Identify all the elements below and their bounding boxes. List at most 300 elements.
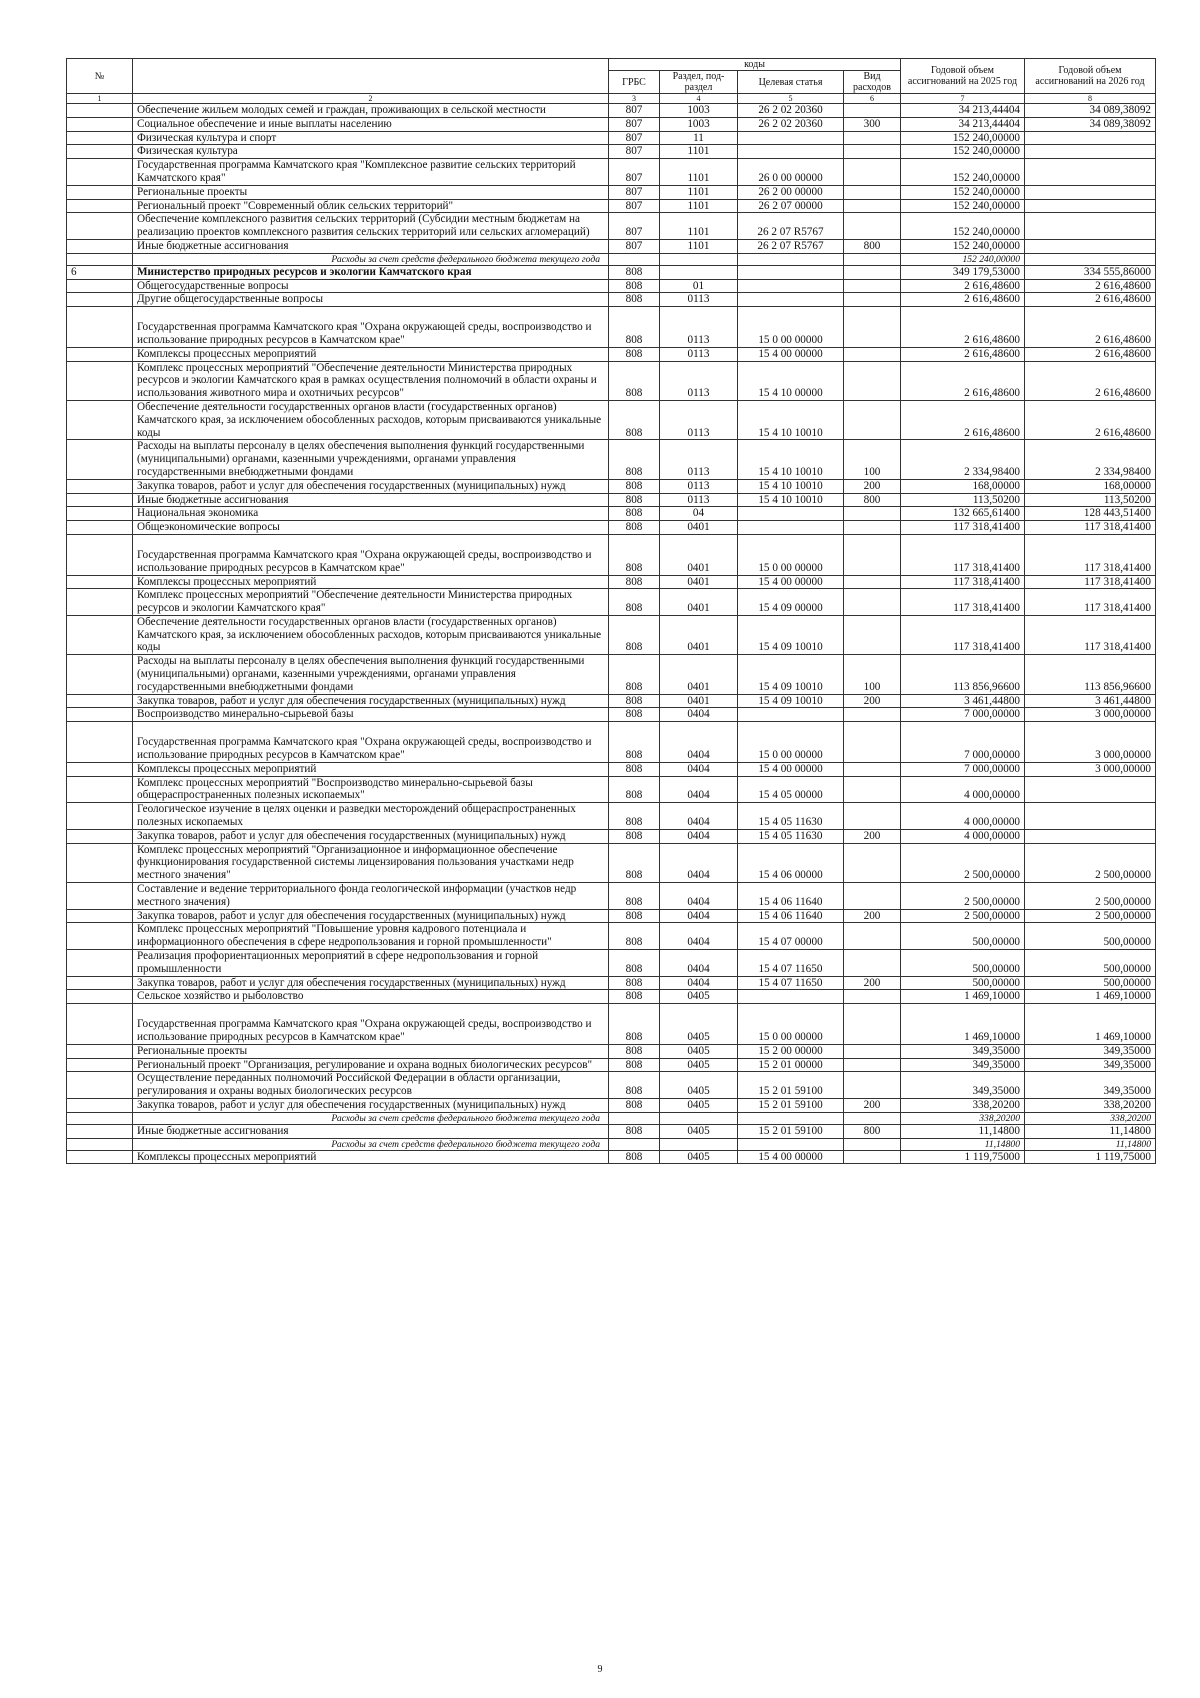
header-grbs: ГРБС bbox=[609, 71, 660, 94]
row-amount-2026 bbox=[1025, 239, 1156, 253]
table-row bbox=[67, 307, 1156, 348]
row-number bbox=[67, 279, 133, 293]
row-target-article: 15 4 00 00000 bbox=[738, 1150, 844, 1164]
table-row bbox=[67, 776, 1156, 803]
table-row bbox=[67, 534, 1156, 575]
page-number: 9 bbox=[597, 1664, 603, 1675]
row-target-article: 15 4 06 00000 bbox=[738, 843, 844, 882]
row-name: Воспроизводство минерально-сырьевой базы bbox=[133, 708, 609, 722]
row-number bbox=[67, 199, 133, 213]
row-expense-type bbox=[844, 843, 901, 882]
row-section: 0113 bbox=[660, 493, 738, 507]
row-name: Расходы за счет средств федерального бюджета текущего года bbox=[133, 253, 609, 265]
row-amount-2026: 2 500,00000 bbox=[1025, 883, 1156, 910]
row-amount-2026: 1 119,75000 bbox=[1025, 1150, 1156, 1164]
row-amount-2025: 152 240,00000 bbox=[901, 145, 1025, 159]
row-target-article: 15 4 00 00000 bbox=[738, 575, 844, 589]
row-expense-type bbox=[844, 131, 901, 145]
row-section: 1101 bbox=[660, 145, 738, 159]
table-header bbox=[67, 59, 1156, 104]
row-section: 0401 bbox=[660, 615, 738, 654]
row-section: 0401 bbox=[660, 534, 738, 575]
row-name: Расходы за счет средств федерального бюджета текущего года bbox=[133, 1112, 609, 1124]
row-amount-2026: 1 469,10000 bbox=[1025, 1004, 1156, 1045]
row-expense-type bbox=[844, 361, 901, 400]
row-amount-2026 bbox=[1025, 213, 1156, 240]
row-amount-2025: 11,14800 bbox=[901, 1124, 1025, 1138]
row-number bbox=[67, 950, 133, 977]
row-target-article: 15 4 10 10010 bbox=[738, 440, 844, 479]
row-number bbox=[67, 185, 133, 199]
row-name: Национальная экономика bbox=[133, 507, 609, 521]
row-expense-type bbox=[844, 990, 901, 1004]
row-name: Иные бюджетные ассигнования bbox=[133, 1124, 609, 1138]
row-target-article: 26 2 02 20360 bbox=[738, 104, 844, 118]
row-amount-2026: 117 318,41400 bbox=[1025, 575, 1156, 589]
row-number bbox=[67, 361, 133, 400]
row-target-article bbox=[738, 279, 844, 293]
row-amount-2026: 500,00000 bbox=[1025, 976, 1156, 990]
row-amount-2026: 334 555,86000 bbox=[1025, 265, 1156, 279]
row-grbs: 808 bbox=[609, 776, 660, 803]
row-expense-type bbox=[844, 104, 901, 118]
row-name: Расходы на выплаты персоналу в целях обеспечения выполнения функций государственными (муниципальными) органами, казенными учреждениями, органами управления государственными внебюджетными фондами bbox=[133, 440, 609, 479]
row-section: 0404 bbox=[660, 883, 738, 910]
colnum-2: 2 bbox=[133, 94, 609, 104]
row-expense-type bbox=[844, 923, 901, 950]
row-target-article: 15 2 01 59100 bbox=[738, 1072, 844, 1099]
row-expense-type bbox=[844, 1044, 901, 1058]
row-target-article: 15 0 00 00000 bbox=[738, 1004, 844, 1045]
row-amount-2026: 113,50200 bbox=[1025, 493, 1156, 507]
row-amount-2026 bbox=[1025, 829, 1156, 843]
header-name bbox=[133, 59, 609, 94]
row-expense-type bbox=[844, 950, 901, 977]
row-grbs: 808 bbox=[609, 479, 660, 493]
row-amount-2026 bbox=[1025, 185, 1156, 199]
row-number bbox=[67, 213, 133, 240]
row-amount-2025: 152 240,00000 bbox=[901, 213, 1025, 240]
row-section: 0405 bbox=[660, 1004, 738, 1045]
row-grbs: 807 bbox=[609, 131, 660, 145]
row-amount-2026: 500,00000 bbox=[1025, 923, 1156, 950]
row-target-article: 15 4 09 00000 bbox=[738, 589, 844, 616]
row-amount-2025: 3 461,44800 bbox=[901, 694, 1025, 708]
row-grbs bbox=[609, 1138, 660, 1150]
row-expense-type bbox=[844, 293, 901, 307]
row-amount-2025: 2 616,48600 bbox=[901, 279, 1025, 293]
table-row bbox=[67, 293, 1156, 307]
table-row bbox=[67, 909, 1156, 923]
row-expense-type: 200 bbox=[844, 694, 901, 708]
row-number bbox=[67, 534, 133, 575]
header-codes: коды bbox=[609, 59, 901, 71]
row-target-article: 15 2 01 59100 bbox=[738, 1098, 844, 1112]
row-target-article: 15 4 05 11630 bbox=[738, 803, 844, 830]
row-amount-2026: 349,35000 bbox=[1025, 1044, 1156, 1058]
row-target-article: 15 4 09 10010 bbox=[738, 615, 844, 654]
row-target-article: 15 4 09 10010 bbox=[738, 655, 844, 694]
row-amount-2025: 7 000,00000 bbox=[901, 722, 1025, 763]
row-section: 0401 bbox=[660, 575, 738, 589]
row-target-article: 15 4 07 11650 bbox=[738, 950, 844, 977]
row-grbs: 808 bbox=[609, 762, 660, 776]
row-grbs: 808 bbox=[609, 615, 660, 654]
header-target: Целевая статья bbox=[738, 71, 844, 94]
row-target-article: 15 4 05 00000 bbox=[738, 776, 844, 803]
row-amount-2026: 349,35000 bbox=[1025, 1072, 1156, 1099]
row-section: 0405 bbox=[660, 1044, 738, 1058]
row-amount-2025: 500,00000 bbox=[901, 923, 1025, 950]
row-amount-2026: 3 461,44800 bbox=[1025, 694, 1156, 708]
table-row bbox=[67, 253, 1156, 265]
row-number bbox=[67, 521, 133, 535]
row-target-article bbox=[738, 253, 844, 265]
row-amount-2025: 349,35000 bbox=[901, 1044, 1025, 1058]
table-row bbox=[67, 1098, 1156, 1112]
row-grbs: 807 bbox=[609, 145, 660, 159]
row-section: 0405 bbox=[660, 1124, 738, 1138]
row-amount-2025: 152 240,00000 bbox=[901, 199, 1025, 213]
table-row bbox=[67, 1112, 1156, 1124]
row-number: 6 bbox=[67, 265, 133, 279]
table-row bbox=[67, 923, 1156, 950]
row-target-article bbox=[738, 521, 844, 535]
row-expense-type bbox=[844, 159, 901, 186]
row-amount-2026: 128 443,51400 bbox=[1025, 507, 1156, 521]
row-number bbox=[67, 708, 133, 722]
row-grbs: 808 bbox=[609, 347, 660, 361]
row-target-article: 26 2 00 00000 bbox=[738, 185, 844, 199]
row-section bbox=[660, 1138, 738, 1150]
row-grbs: 808 bbox=[609, 534, 660, 575]
table-row bbox=[67, 145, 1156, 159]
row-target-article: 15 4 00 00000 bbox=[738, 762, 844, 776]
row-number bbox=[67, 1004, 133, 1045]
row-expense-type bbox=[844, 722, 901, 763]
row-expense-type: 800 bbox=[844, 239, 901, 253]
row-amount-2025: 2 334,98400 bbox=[901, 440, 1025, 479]
row-amount-2025: 2 500,00000 bbox=[901, 883, 1025, 910]
row-number bbox=[67, 803, 133, 830]
row-amount-2025: 1 119,75000 bbox=[901, 1150, 1025, 1164]
row-number bbox=[67, 253, 133, 265]
row-section: 0404 bbox=[660, 923, 738, 950]
row-expense-type bbox=[844, 347, 901, 361]
budget-table bbox=[66, 58, 1156, 1164]
table-row bbox=[67, 722, 1156, 763]
row-expense-type: 200 bbox=[844, 976, 901, 990]
row-grbs: 808 bbox=[609, 990, 660, 1004]
row-amount-2025: 4 000,00000 bbox=[901, 776, 1025, 803]
row-section: 0404 bbox=[660, 909, 738, 923]
row-number bbox=[67, 159, 133, 186]
row-amount-2025: 117 318,41400 bbox=[901, 521, 1025, 535]
row-section: 0404 bbox=[660, 950, 738, 977]
row-amount-2026: 117 318,41400 bbox=[1025, 589, 1156, 616]
row-target-article: 15 0 00 00000 bbox=[738, 722, 844, 763]
row-expense-type: 300 bbox=[844, 117, 901, 131]
row-amount-2026 bbox=[1025, 803, 1156, 830]
row-name: Закупка товаров, работ и услуг для обеспечения государственных (муниципальных) нужд bbox=[133, 694, 609, 708]
table-body bbox=[67, 104, 1156, 1164]
row-grbs: 808 bbox=[609, 1098, 660, 1112]
row-expense-type bbox=[844, 521, 901, 535]
table-row bbox=[67, 213, 1156, 240]
row-amount-2025: 2 616,48600 bbox=[901, 400, 1025, 439]
table-row bbox=[67, 131, 1156, 145]
row-expense-type bbox=[844, 145, 901, 159]
row-section: 0404 bbox=[660, 776, 738, 803]
header-2026: Годовой объем ассигнований на 2026 год bbox=[1025, 59, 1156, 94]
row-name: Общегосударственные вопросы bbox=[133, 279, 609, 293]
row-amount-2025: 7 000,00000 bbox=[901, 762, 1025, 776]
budget-sheet bbox=[66, 58, 1155, 1164]
row-number bbox=[67, 615, 133, 654]
row-target-article: 15 4 10 10010 bbox=[738, 400, 844, 439]
colnum-5: 5 bbox=[738, 94, 844, 104]
row-amount-2026: 168,00000 bbox=[1025, 479, 1156, 493]
table-row bbox=[67, 1124, 1156, 1138]
row-amount-2025: 338,20200 bbox=[901, 1098, 1025, 1112]
row-name: Физическая культура и спорт bbox=[133, 131, 609, 145]
row-target-article bbox=[738, 708, 844, 722]
row-section: 0401 bbox=[660, 521, 738, 535]
colnum-4: 4 bbox=[660, 94, 738, 104]
row-target-article: 26 0 00 00000 bbox=[738, 159, 844, 186]
row-name: Комплекс процессных мероприятий "Обеспечение деятельности Министерства природных ресурсов и экологии Камчатского края в рамках осуществления полномочий в области охраны и использования животного мира и охотничьих ресурсов" bbox=[133, 361, 609, 400]
row-expense-type bbox=[844, 253, 901, 265]
row-amount-2026: 117 318,41400 bbox=[1025, 615, 1156, 654]
row-amount-2026: 117 318,41400 bbox=[1025, 521, 1156, 535]
row-grbs: 808 bbox=[609, 1058, 660, 1072]
table-row bbox=[67, 239, 1156, 253]
row-grbs: 808 bbox=[609, 589, 660, 616]
row-expense-type bbox=[844, 589, 901, 616]
row-amount-2026 bbox=[1025, 199, 1156, 213]
row-expense-type: 200 bbox=[844, 909, 901, 923]
row-number bbox=[67, 589, 133, 616]
row-target-article: 15 4 00 00000 bbox=[738, 347, 844, 361]
row-amount-2026: 349,35000 bbox=[1025, 1058, 1156, 1072]
row-name: Обеспечение деятельности государственных органов власти (государственных органов) Камчатского края, за исключением обособленных расходов, которым присваиваются уникальные коды bbox=[133, 400, 609, 439]
row-name: Составление и ведение территориального фонда геологической информации (участков недр местного значения) bbox=[133, 883, 609, 910]
row-target-article: 15 4 10 10010 bbox=[738, 493, 844, 507]
header-no: № bbox=[67, 59, 133, 94]
row-amount-2025: 349,35000 bbox=[901, 1072, 1025, 1099]
row-name: Комплекс процессных мероприятий "Обеспечение деятельности Министерства природных ресурсов и экологии Камчатского края" bbox=[133, 589, 609, 616]
row-amount-2025: 11,14800 bbox=[901, 1138, 1025, 1150]
row-section: 0401 bbox=[660, 694, 738, 708]
table-row bbox=[67, 976, 1156, 990]
row-amount-2025: 2 500,00000 bbox=[901, 909, 1025, 923]
row-section: 0404 bbox=[660, 762, 738, 776]
colnum-6: 6 bbox=[844, 94, 901, 104]
row-name: Региональные проекты bbox=[133, 1044, 609, 1058]
row-section: 0405 bbox=[660, 1072, 738, 1099]
row-amount-2025: 168,00000 bbox=[901, 479, 1025, 493]
row-section: 0404 bbox=[660, 708, 738, 722]
row-section: 1101 bbox=[660, 159, 738, 186]
row-amount-2026: 2 616,48600 bbox=[1025, 293, 1156, 307]
row-grbs: 808 bbox=[609, 708, 660, 722]
row-amount-2025: 1 469,10000 bbox=[901, 1004, 1025, 1045]
row-target-article bbox=[738, 293, 844, 307]
row-amount-2026 bbox=[1025, 253, 1156, 265]
row-amount-2025: 152 240,00000 bbox=[901, 239, 1025, 253]
row-target-article: 15 0 00 00000 bbox=[738, 307, 844, 348]
row-grbs bbox=[609, 253, 660, 265]
row-amount-2025: 2 616,48600 bbox=[901, 347, 1025, 361]
row-number bbox=[67, 1124, 133, 1138]
row-section: 1003 bbox=[660, 104, 738, 118]
row-section: 04 bbox=[660, 507, 738, 521]
table-row bbox=[67, 440, 1156, 479]
table-row bbox=[67, 655, 1156, 694]
row-number bbox=[67, 575, 133, 589]
row-amount-2025: 117 318,41400 bbox=[901, 575, 1025, 589]
table-row bbox=[67, 990, 1156, 1004]
row-section bbox=[660, 265, 738, 279]
row-expense-type bbox=[844, 185, 901, 199]
row-target-article: 26 2 07 R5767 bbox=[738, 239, 844, 253]
table-row bbox=[67, 883, 1156, 910]
row-expense-type bbox=[844, 1072, 901, 1099]
row-amount-2026: 11,14800 bbox=[1025, 1138, 1156, 1150]
row-name: Государственная программа Камчатского края "Комплексное развитие сельских территорий Камчатского края" bbox=[133, 159, 609, 186]
row-section: 1101 bbox=[660, 239, 738, 253]
row-grbs bbox=[609, 1112, 660, 1124]
row-grbs: 808 bbox=[609, 307, 660, 348]
row-expense-type: 200 bbox=[844, 1098, 901, 1112]
row-grbs: 808 bbox=[609, 575, 660, 589]
row-section: 0113 bbox=[660, 440, 738, 479]
row-number bbox=[67, 990, 133, 1004]
row-grbs: 808 bbox=[609, 909, 660, 923]
row-name: Иные бюджетные ассигнования bbox=[133, 493, 609, 507]
row-amount-2026: 2 616,48600 bbox=[1025, 400, 1156, 439]
colnum-8: 8 bbox=[1025, 94, 1156, 104]
row-section: 1101 bbox=[660, 199, 738, 213]
row-amount-2026: 3 000,00000 bbox=[1025, 708, 1156, 722]
row-number bbox=[67, 145, 133, 159]
row-amount-2025: 500,00000 bbox=[901, 950, 1025, 977]
row-amount-2026 bbox=[1025, 145, 1156, 159]
row-expense-type: 200 bbox=[844, 829, 901, 843]
row-target-article: 15 2 00 00000 bbox=[738, 1044, 844, 1058]
row-number bbox=[67, 307, 133, 348]
row-name: Сельское хозяйство и рыболовство bbox=[133, 990, 609, 1004]
row-number bbox=[67, 909, 133, 923]
row-amount-2026: 338,20200 bbox=[1025, 1098, 1156, 1112]
row-expense-type bbox=[844, 883, 901, 910]
row-amount-2025: 1 469,10000 bbox=[901, 990, 1025, 1004]
row-expense-type bbox=[844, 762, 901, 776]
row-expense-type: 200 bbox=[844, 479, 901, 493]
row-expense-type bbox=[844, 776, 901, 803]
row-amount-2026 bbox=[1025, 131, 1156, 145]
row-name: Обеспечение комплексного развития сельских территорий (Субсидии местным бюджетам на реализацию проектов комплексного развития сельских территорий или сельских агломераций) bbox=[133, 213, 609, 240]
row-grbs: 808 bbox=[609, 655, 660, 694]
row-expense-type bbox=[844, 803, 901, 830]
table-row bbox=[67, 708, 1156, 722]
row-name: Комплексы процессных мероприятий bbox=[133, 347, 609, 361]
row-target-article bbox=[738, 131, 844, 145]
row-section: 0113 bbox=[660, 293, 738, 307]
row-section: 0113 bbox=[660, 479, 738, 493]
row-grbs: 808 bbox=[609, 507, 660, 521]
row-amount-2025: 117 318,41400 bbox=[901, 534, 1025, 575]
row-amount-2026: 113 856,96600 bbox=[1025, 655, 1156, 694]
row-number bbox=[67, 347, 133, 361]
row-grbs: 808 bbox=[609, 976, 660, 990]
row-section: 0113 bbox=[660, 347, 738, 361]
row-amount-2026: 34 089,38092 bbox=[1025, 104, 1156, 118]
row-target-article: 15 4 10 10010 bbox=[738, 479, 844, 493]
row-amount-2026: 2 616,48600 bbox=[1025, 347, 1156, 361]
table-row bbox=[67, 117, 1156, 131]
row-target-article: 15 4 06 11640 bbox=[738, 909, 844, 923]
row-amount-2025: 500,00000 bbox=[901, 976, 1025, 990]
row-amount-2025: 4 000,00000 bbox=[901, 803, 1025, 830]
row-name: Физическая культура bbox=[133, 145, 609, 159]
row-section: 0404 bbox=[660, 829, 738, 843]
row-expense-type bbox=[844, 534, 901, 575]
row-target-article bbox=[738, 1112, 844, 1124]
row-grbs: 808 bbox=[609, 883, 660, 910]
row-section bbox=[660, 253, 738, 265]
row-number bbox=[67, 1150, 133, 1164]
table-row bbox=[67, 279, 1156, 293]
row-name: Региональный проект "Современный облик сельских территорий" bbox=[133, 199, 609, 213]
table-row bbox=[67, 185, 1156, 199]
row-expense-type bbox=[844, 265, 901, 279]
row-number bbox=[67, 694, 133, 708]
table-row bbox=[67, 265, 1156, 279]
row-section: 11 bbox=[660, 131, 738, 145]
row-section: 0405 bbox=[660, 1098, 738, 1112]
table-row bbox=[67, 615, 1156, 654]
row-name: Социальное обеспечение и иные выплаты населению bbox=[133, 117, 609, 131]
row-amount-2025: 152 240,00000 bbox=[901, 159, 1025, 186]
row-number bbox=[67, 400, 133, 439]
row-target-article bbox=[738, 990, 844, 1004]
row-target-article: 15 4 06 11640 bbox=[738, 883, 844, 910]
header-section: Раздел, под-раздел bbox=[660, 71, 738, 94]
colnum-7: 7 bbox=[901, 94, 1025, 104]
row-grbs: 808 bbox=[609, 1004, 660, 1045]
row-amount-2026 bbox=[1025, 776, 1156, 803]
row-target-article: 15 4 09 10010 bbox=[738, 694, 844, 708]
row-name: Государственная программа Камчатского края "Охрана окружающей среды, воспроизводство и использование природных ресурсов в Камчатском крае" bbox=[133, 307, 609, 348]
row-section: 0401 bbox=[660, 655, 738, 694]
row-name: Закупка товаров, работ и услуг для обеспечения государственных (муниципальных) нужд bbox=[133, 479, 609, 493]
row-target-article: 15 4 07 00000 bbox=[738, 923, 844, 950]
row-amount-2025: 7 000,00000 bbox=[901, 708, 1025, 722]
row-number bbox=[67, 493, 133, 507]
row-target-article bbox=[738, 265, 844, 279]
row-grbs: 807 bbox=[609, 117, 660, 131]
row-expense-type: 800 bbox=[844, 493, 901, 507]
row-section bbox=[660, 1112, 738, 1124]
table-row bbox=[67, 347, 1156, 361]
row-number bbox=[67, 655, 133, 694]
row-section: 0404 bbox=[660, 976, 738, 990]
row-number bbox=[67, 843, 133, 882]
table-row bbox=[67, 507, 1156, 521]
row-amount-2026: 2 334,98400 bbox=[1025, 440, 1156, 479]
row-name: Комплекс процессных мероприятий "Повышение уровня кадрового потенциала и информационного обеспечения в сфере недропользования и горной промышленности" bbox=[133, 923, 609, 950]
